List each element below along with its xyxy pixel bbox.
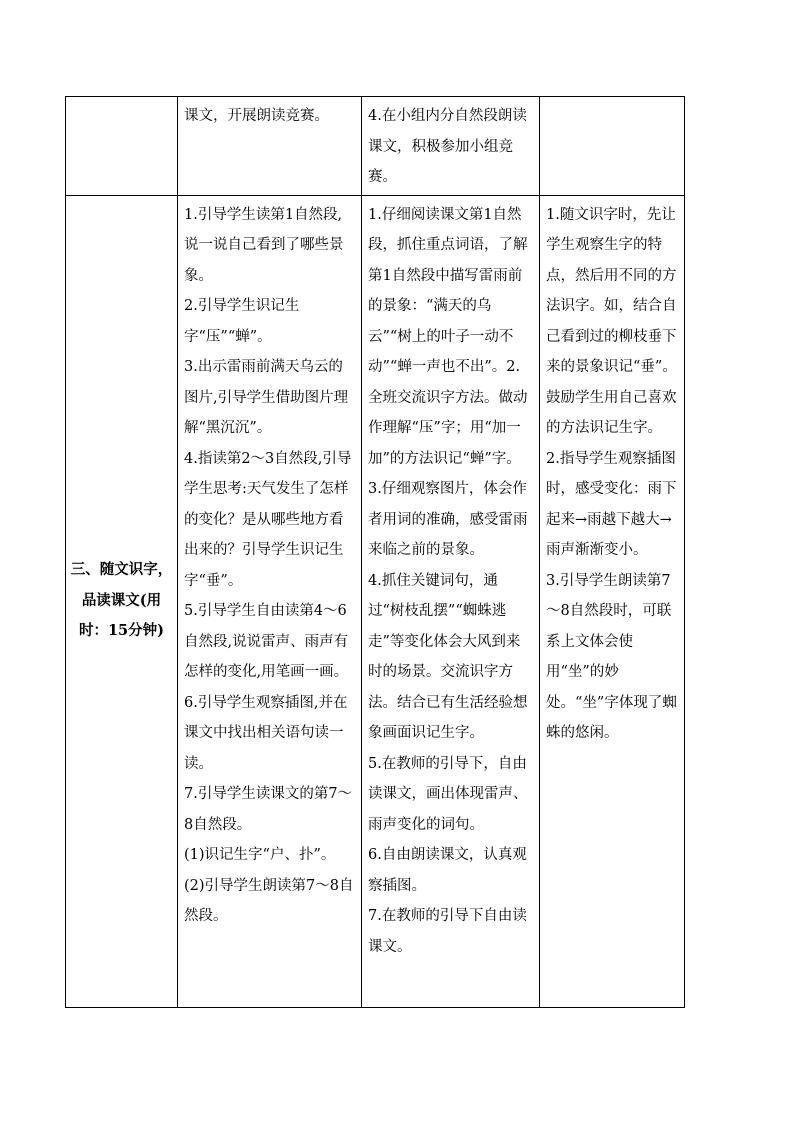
teacher-activity-text: 课文，开展朗读竞赛。 [184,108,329,124]
student-activity-cell [362,195,540,1007]
student-activity-text: 1.仔细阅读课文第1自然段，抓住重点词语，了解第1自然段中描写雷雨前的景象：“满天的乌云”“树上的叶子一动不动”“蝉一声也不出”。2.全班交流识字方法。做动作理解“压”字；用“加一加”的方法识记“蝉”字。 [368,206,528,467]
lesson-plan-table [65,96,685,1008]
design-intent-text: 3.引导学生朗读第7～8自然段时，可联系上文体会使用“坐”的妙处。“坐”字体现了蜘蛛的悠闲。 [546,572,677,741]
student-activity-text: 4.在小组内分自然段朗读课文，积极参加小组竞赛。 [368,108,527,185]
teacher-activity-text: 1.引导学生读第1自然段,说一说自己看到了哪些景象。 [184,206,344,284]
student-activity-text: 6.自由朗读课文，认真观察插图。 [368,847,527,894]
stage-cell [66,97,178,196]
table-row [66,195,685,1007]
student-activity-text: 7.在教师的引导下自由读课文。 [368,908,527,955]
teacher-activity-text: 4.指读第2～3自然段,引导学生思考:天气发生了怎样的变化？是从哪些地方看出来的？引导学生识记生字“垂”。 [184,450,352,589]
student-activity-text: 5.在教师的引导下，自由读课文，画出体现雷声、雨声变化的词句。 [368,755,528,833]
design-intent-text: 1.随文识字时，先让学生观察生字的特点，然后用不同的方法识字。如，结合自己看到过的柳枝垂下来的景象识记“垂”。鼓励学生用自己喜欢的方法识记生字。 [546,206,677,436]
design-intent-cell [540,195,685,1007]
stage-cell: 三、随文识字，品读课文(用时：15分钟) [66,195,178,1007]
student-activity-text: 3.仔细观察图片，体会作者用词的准确，感受雷雨来临之前的景象。 [368,481,528,558]
teacher-activity-text: (1)识记生字“户、扑”。 [184,847,336,863]
table-row [66,97,685,196]
student-activity-cell [362,97,540,196]
design-intent-text: 2.指导学生观察插图时，感受变化：雨下起来→雨越下越大→雨声渐渐变小。 [546,450,677,558]
teacher-activity-text: 7.引导学生读课文的第7～8自然段。 [184,786,353,833]
design-intent-cell [540,97,685,196]
teacher-activity-cell [178,97,362,196]
teacher-activity-text: 6.引导学生观察插图,并在课文中找出相关语句读一读。 [184,694,348,772]
teacher-activity-cell [178,195,362,1007]
teacher-activity-text: 5.引导学生自由读第4～6自然段,说说雷声、雨声有怎样的变化,用笔画一画。 [184,603,349,680]
teacher-activity-text: 3.出示雷雨前满天乌云的图片,引导学生借助图片理解“黑沉沉”。 [184,359,349,436]
teacher-activity-text: (2)引导学生朗读第7～8自然段。 [184,877,354,924]
student-activity-text: 4.抓住关键词句，通过“树枝乱摆”“蜘蛛逃走”等变化体会大风到来时的场景。交流识字方法。结合已有生活经验想象画面识记生字。 [368,572,528,741]
teacher-activity-text: 2.引导学生识记生字“压”“蝉”。 [184,298,300,345]
